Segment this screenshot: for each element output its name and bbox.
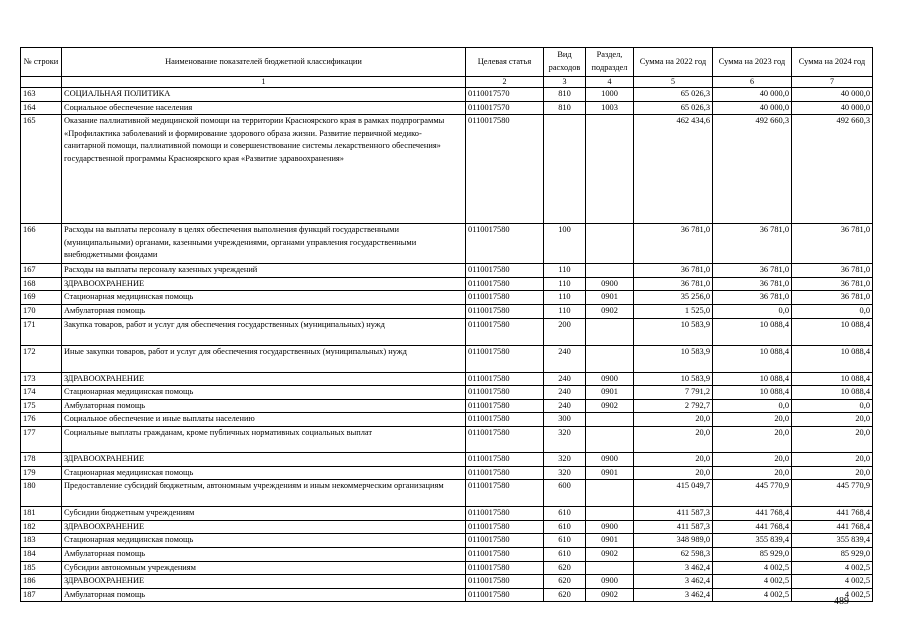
table-row <box>21 345 873 372</box>
sum-2024: 40 000,0 <box>792 101 873 115</box>
row-number: 186 <box>21 575 62 589</box>
table-row <box>21 452 873 466</box>
sum-2022: 36 781,0 <box>634 277 713 291</box>
expense-type: 110 <box>544 264 586 278</box>
sum-2022: 36 781,0 <box>634 264 713 278</box>
indicator-name: Стационарная медицинская помощь <box>62 386 466 400</box>
header-target-article: Целевая статья <box>466 48 544 77</box>
target-article: 0110017580 <box>466 224 544 264</box>
indicator-name: Расходы на выплаты персоналу в целях обеспечения выполнения функций государственными (муниципальными) органами, казенными учреждениями, органами управления государственными внебюджетными фондами <box>62 224 466 264</box>
sum-2023: 441 768,4 <box>713 507 792 521</box>
sum-2024: 36 781,0 <box>792 224 873 264</box>
target-article: 0110017580 <box>466 575 544 589</box>
row-number: 167 <box>21 264 62 278</box>
sum-2022: 411 587,3 <box>634 507 713 521</box>
expense-type: 810 <box>544 101 586 115</box>
sum-2023: 40 000,0 <box>713 88 792 102</box>
row-number: 182 <box>21 520 62 534</box>
column-number: 6 <box>713 77 792 88</box>
target-article: 0110017580 <box>466 588 544 602</box>
sum-2024: 36 781,0 <box>792 291 873 305</box>
table-row <box>21 318 873 345</box>
column-number: 1 <box>62 77 466 88</box>
target-article: 0110017580 <box>466 452 544 466</box>
sum-2022: 415 049,7 <box>634 480 713 507</box>
sum-2022: 10 583,9 <box>634 318 713 345</box>
expense-type: 610 <box>544 520 586 534</box>
header-expense-type: Вид расходов <box>544 48 586 77</box>
sum-2024: 355 839,4 <box>792 534 873 548</box>
row-number: 171 <box>21 318 62 345</box>
target-article: 0110017580 <box>466 547 544 561</box>
section-code <box>586 318 634 345</box>
row-number: 164 <box>21 101 62 115</box>
section-code: 0902 <box>586 588 634 602</box>
expense-type: 240 <box>544 399 586 413</box>
table-row <box>21 466 873 480</box>
sum-2023: 4 002,5 <box>713 575 792 589</box>
expense-type: 320 <box>544 452 586 466</box>
table-row <box>21 101 873 115</box>
sum-2023: 36 781,0 <box>713 277 792 291</box>
sum-2024: 441 768,4 <box>792 520 873 534</box>
indicator-name: Амбулаторная помощь <box>62 588 466 602</box>
sum-2024: 36 781,0 <box>792 277 873 291</box>
section-code: 0902 <box>586 304 634 318</box>
sum-2023: 36 781,0 <box>713 224 792 264</box>
indicator-name: Стационарная медицинская помощь <box>62 466 466 480</box>
column-number-row <box>21 77 873 88</box>
row-number: 178 <box>21 452 62 466</box>
indicator-name: Иные закупки товаров, работ и услуг для обеспечения государственных (муниципальных) нужд <box>62 345 466 372</box>
table-row <box>21 480 873 507</box>
section-code: 0900 <box>586 372 634 386</box>
header-indicator-name: Наименование показателей бюджетной классификации <box>62 48 466 77</box>
row-number: 174 <box>21 386 62 400</box>
header-section: Раздел, подраздел <box>586 48 634 77</box>
expense-type <box>544 115 586 224</box>
column-number: 2 <box>466 77 544 88</box>
indicator-name: Субсидии бюджетным учреждениям <box>62 507 466 521</box>
column-number: 5 <box>634 77 713 88</box>
table-row <box>21 507 873 521</box>
indicator-name: Оказание паллиативной медицинской помощи на территории Красноярского края в рамках подпрограммы «Профилактика заболеваний и формирование здорового образа жизни. Развитие первичной медико-санитарной помощи, паллиативной помощи и совершенствование системы лекарственного обеспечения» государственной программы Красноярского края «Развитие здравоохранения» <box>62 115 466 224</box>
table-row <box>21 277 873 291</box>
header-sum-2024: Сумма на 2024 год <box>792 48 873 77</box>
column-number: 7 <box>792 77 873 88</box>
expense-type: 110 <box>544 291 586 305</box>
sum-2023: 10 088,4 <box>713 345 792 372</box>
sum-2023: 10 088,4 <box>713 318 792 345</box>
target-article: 0110017580 <box>466 304 544 318</box>
expense-type: 810 <box>544 88 586 102</box>
target-article: 0110017580 <box>466 318 544 345</box>
row-number: 172 <box>21 345 62 372</box>
sum-2024: 4 002,5 <box>792 588 873 602</box>
table-row <box>21 264 873 278</box>
indicator-name: Субсидии автономным учреждениям <box>62 561 466 575</box>
target-article: 0110017580 <box>466 426 544 452</box>
row-number: 177 <box>21 426 62 452</box>
section-code: 0901 <box>586 466 634 480</box>
table-row <box>21 88 873 102</box>
target-article: 0110017570 <box>466 88 544 102</box>
expense-type: 620 <box>544 588 586 602</box>
target-article: 0110017580 <box>466 291 544 305</box>
table-row <box>21 575 873 589</box>
sum-2022: 20,0 <box>634 426 713 452</box>
table-row <box>21 386 873 400</box>
target-article: 0110017580 <box>466 345 544 372</box>
sum-2022: 1 525,0 <box>634 304 713 318</box>
indicator-name: ЗДРАВООХРАНЕНИЕ <box>62 575 466 589</box>
row-number: 185 <box>21 561 62 575</box>
sum-2024: 4 002,5 <box>792 575 873 589</box>
expense-type: 240 <box>544 372 586 386</box>
section-code <box>586 480 634 507</box>
sum-2024: 441 768,4 <box>792 507 873 521</box>
section-code: 0900 <box>586 520 634 534</box>
table-row <box>21 588 873 602</box>
row-number: 180 <box>21 480 62 507</box>
sum-2023: 20,0 <box>713 452 792 466</box>
sum-2023: 4 002,5 <box>713 588 792 602</box>
expense-type: 320 <box>544 466 586 480</box>
row-number: 175 <box>21 399 62 413</box>
sum-2024: 492 660,3 <box>792 115 873 224</box>
sum-2024: 20,0 <box>792 413 873 427</box>
indicator-name: СОЦИАЛЬНАЯ ПОЛИТИКА <box>62 88 466 102</box>
section-code: 0902 <box>586 547 634 561</box>
expense-type: 620 <box>544 575 586 589</box>
target-article: 0110017580 <box>466 413 544 427</box>
sum-2022: 10 583,9 <box>634 372 713 386</box>
row-number: 168 <box>21 277 62 291</box>
section-code: 0901 <box>586 386 634 400</box>
indicator-name: ЗДРАВООХРАНЕНИЕ <box>62 520 466 534</box>
expense-type: 110 <box>544 304 586 318</box>
indicator-name: Социальное обеспечение населения <box>62 101 466 115</box>
table-row <box>21 291 873 305</box>
expense-type: 600 <box>544 480 586 507</box>
row-number: 173 <box>21 372 62 386</box>
sum-2024: 10 088,4 <box>792 345 873 372</box>
sum-2022: 348 989,0 <box>634 534 713 548</box>
sum-2023: 445 770,9 <box>713 480 792 507</box>
header-row <box>21 48 873 77</box>
expense-type: 610 <box>544 507 586 521</box>
target-article: 0110017580 <box>466 399 544 413</box>
sum-2024: 10 088,4 <box>792 386 873 400</box>
sum-2022: 65 026,3 <box>634 88 713 102</box>
indicator-name: ЗДРАВООХРАНЕНИЕ <box>62 372 466 386</box>
sum-2024: 0,0 <box>792 304 873 318</box>
target-article: 0110017580 <box>466 480 544 507</box>
table-row <box>21 520 873 534</box>
indicator-name: Расходы на выплаты персоналу казенных учреждений <box>62 264 466 278</box>
table-row <box>21 399 873 413</box>
sum-2022: 2 792,7 <box>634 399 713 413</box>
page-number: 489 <box>834 596 849 607</box>
table-row <box>21 224 873 264</box>
target-article: 0110017580 <box>466 277 544 291</box>
section-code <box>586 507 634 521</box>
sum-2022: 3 462,4 <box>634 575 713 589</box>
sum-2023: 10 088,4 <box>713 386 792 400</box>
sum-2023: 20,0 <box>713 426 792 452</box>
row-number: 163 <box>21 88 62 102</box>
expense-type: 240 <box>544 386 586 400</box>
indicator-name: Стационарная медицинская помощь <box>62 291 466 305</box>
table-row <box>21 115 873 224</box>
sum-2024: 85 929,0 <box>792 547 873 561</box>
sum-2023: 36 781,0 <box>713 264 792 278</box>
section-code: 0901 <box>586 291 634 305</box>
section-code <box>586 264 634 278</box>
sum-2023: 40 000,0 <box>713 101 792 115</box>
sum-2024: 20,0 <box>792 466 873 480</box>
target-article: 0110017580 <box>466 534 544 548</box>
column-number: 3 <box>544 77 586 88</box>
section-code: 0902 <box>586 399 634 413</box>
sum-2022: 36 781,0 <box>634 224 713 264</box>
row-number: 170 <box>21 304 62 318</box>
indicator-name: Предоставление субсидий бюджетным, автономным учреждениям и иным некоммерческим организациям <box>62 480 466 507</box>
sum-2022: 62 598,3 <box>634 547 713 561</box>
sum-2022: 10 583,9 <box>634 345 713 372</box>
sum-2022: 20,0 <box>634 452 713 466</box>
row-number: 183 <box>21 534 62 548</box>
row-number: 181 <box>21 507 62 521</box>
sum-2024: 10 088,4 <box>792 318 873 345</box>
target-article: 0110017580 <box>466 264 544 278</box>
sum-2022: 65 026,3 <box>634 101 713 115</box>
row-number: 184 <box>21 547 62 561</box>
indicator-name: Амбулаторная помощь <box>62 399 466 413</box>
sum-2023: 20,0 <box>713 413 792 427</box>
table-row <box>21 547 873 561</box>
expense-type: 610 <box>544 534 586 548</box>
expense-type: 320 <box>544 426 586 452</box>
sum-2022: 3 462,4 <box>634 561 713 575</box>
indicator-name: Социальное обеспечение и иные выплаты населению <box>62 413 466 427</box>
sum-2023: 36 781,0 <box>713 291 792 305</box>
section-code <box>586 224 634 264</box>
table-row <box>21 534 873 548</box>
expense-type: 200 <box>544 318 586 345</box>
sum-2022: 7 791,2 <box>634 386 713 400</box>
section-code <box>586 561 634 575</box>
target-article: 0110017580 <box>466 466 544 480</box>
table-row <box>21 413 873 427</box>
table-row <box>21 561 873 575</box>
table-row <box>21 372 873 386</box>
column-number <box>21 77 62 88</box>
table-row <box>21 426 873 452</box>
header-row-number: № строки <box>21 48 62 77</box>
expense-type: 100 <box>544 224 586 264</box>
expense-type: 240 <box>544 345 586 372</box>
row-number: 165 <box>21 115 62 224</box>
row-number: 176 <box>21 413 62 427</box>
sum-2022: 3 462,4 <box>634 588 713 602</box>
indicator-name: ЗДРАВООХРАНЕНИЕ <box>62 277 466 291</box>
indicator-name: ЗДРАВООХРАНЕНИЕ <box>62 452 466 466</box>
target-article: 0110017580 <box>466 386 544 400</box>
target-article: 0110017580 <box>466 372 544 386</box>
sum-2023: 355 839,4 <box>713 534 792 548</box>
sum-2024: 40 000,0 <box>792 88 873 102</box>
sum-2022: 462 434,6 <box>634 115 713 224</box>
sum-2024: 445 770,9 <box>792 480 873 507</box>
indicator-name: Закупка товаров, работ и услуг для обеспечения государственных (муниципальных) нужд <box>62 318 466 345</box>
indicator-name: Социальные выплаты гражданам, кроме публичных нормативных социальных выплат <box>62 426 466 452</box>
sum-2022: 35 256,0 <box>634 291 713 305</box>
sum-2023: 492 660,3 <box>713 115 792 224</box>
sum-2024: 20,0 <box>792 426 873 452</box>
sum-2023: 85 929,0 <box>713 547 792 561</box>
indicator-name: Амбулаторная помощь <box>62 304 466 318</box>
table-row <box>21 304 873 318</box>
section-code: 0900 <box>586 575 634 589</box>
expense-type: 610 <box>544 547 586 561</box>
section-code <box>586 426 634 452</box>
row-number: 166 <box>21 224 62 264</box>
target-article: 0110017580 <box>466 507 544 521</box>
expense-type: 300 <box>544 413 586 427</box>
sum-2024: 36 781,0 <box>792 264 873 278</box>
indicator-name: Амбулаторная помощь <box>62 547 466 561</box>
budget-table <box>20 47 873 602</box>
section-code: 0901 <box>586 534 634 548</box>
sum-2024: 0,0 <box>792 399 873 413</box>
header-sum-2022: Сумма на 2022 год <box>634 48 713 77</box>
target-article: 0110017580 <box>466 561 544 575</box>
column-number: 4 <box>586 77 634 88</box>
section-code <box>586 115 634 224</box>
expense-type: 620 <box>544 561 586 575</box>
section-code: 1003 <box>586 101 634 115</box>
section-code: 1000 <box>586 88 634 102</box>
row-number: 169 <box>21 291 62 305</box>
sum-2023: 10 088,4 <box>713 372 792 386</box>
indicator-name: Стационарная медицинская помощь <box>62 534 466 548</box>
sum-2023: 441 768,4 <box>713 520 792 534</box>
sum-2022: 20,0 <box>634 466 713 480</box>
expense-type: 110 <box>544 277 586 291</box>
row-number: 179 <box>21 466 62 480</box>
sum-2023: 4 002,5 <box>713 561 792 575</box>
row-number: 187 <box>21 588 62 602</box>
target-article: 0110017580 <box>466 115 544 224</box>
sum-2024: 4 002,5 <box>792 561 873 575</box>
target-article: 0110017580 <box>466 520 544 534</box>
sum-2024: 10 088,4 <box>792 372 873 386</box>
sum-2022: 20,0 <box>634 413 713 427</box>
sum-2023: 0,0 <box>713 399 792 413</box>
section-code <box>586 345 634 372</box>
section-code <box>586 413 634 427</box>
sum-2024: 20,0 <box>792 452 873 466</box>
sum-2022: 411 587,3 <box>634 520 713 534</box>
section-code: 0900 <box>586 277 634 291</box>
sum-2023: 20,0 <box>713 466 792 480</box>
target-article: 0110017570 <box>466 101 544 115</box>
sum-2023: 0,0 <box>713 304 792 318</box>
header-sum-2023: Сумма на 2023 год <box>713 48 792 77</box>
section-code: 0900 <box>586 452 634 466</box>
